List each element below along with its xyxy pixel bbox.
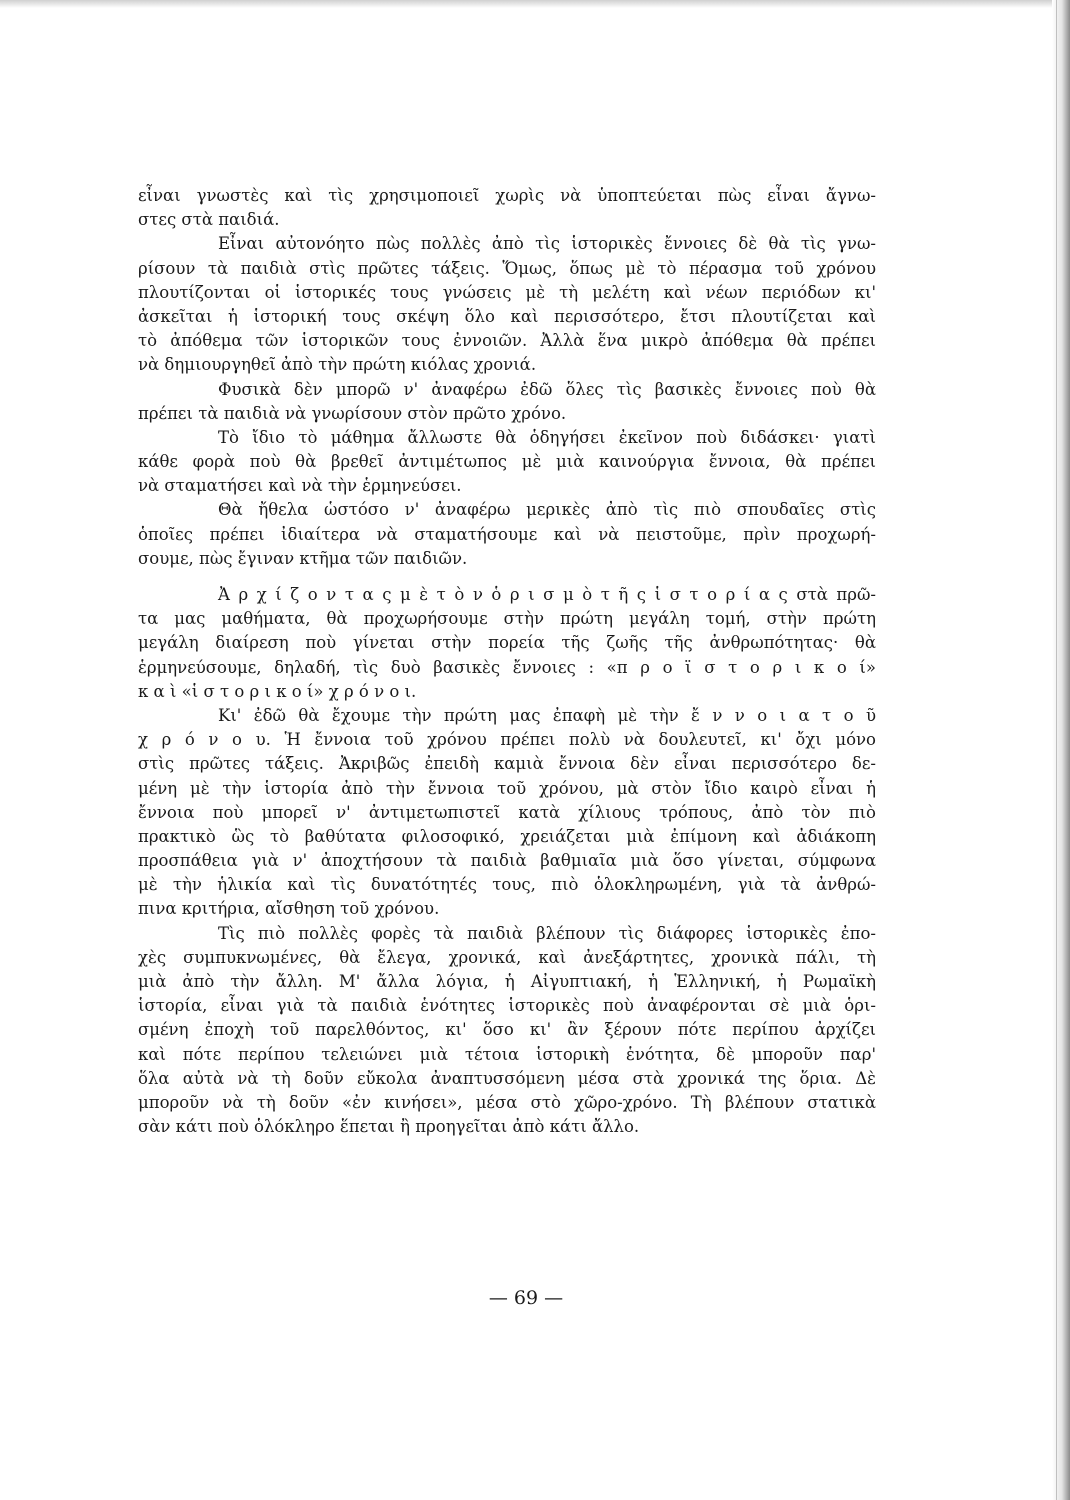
- text-line: πλουτίζονται οἱ ἱστορικές τους γνώσεις μὲ τὴ μελέτη καὶ νέων περιόδων κι': [138, 282, 876, 302]
- page-number: — 69 —: [488, 1287, 564, 1309]
- text-line: μεγάλη διαίρεση ποὺ γίνεται στὴν πορεία τῆς ζωῆς τῆς ἀνθρωπότητας· θὰ: [138, 633, 876, 653]
- text-line: τὸ ἀπόθεμα τῶν ἱστορικῶν τους ἐννοιῶν. Ἀλλὰ ἕνα μικρὸ ἀπόθεμα θὰ πρέπει: [138, 331, 876, 351]
- text-line: ὅλα αὐτὰ νὰ τὴ δοῦν εὔκολα ἀναπτυσσόμενη μέσα στὰ χρονικά της ὅρια. Δὲ: [138, 1068, 876, 1088]
- text-line: στες στὰ παιδιά.: [138, 210, 280, 230]
- text-line: ὁποῖες πρέπει ἰδιαίτερα νὰ σταματήσουμε καὶ νὰ πειστοῦμε, πρὶν προχωρή-: [138, 524, 876, 544]
- text-line: Τὶς πιὸ πολλὲς φορὲς τὰ παιδιὰ βλέπουν τὶς διάφορες ἱστορικὲς ἐπο-: [218, 923, 876, 943]
- text-line: νὰ δημιουργηθεῖ ἀπὸ τὴν πρώτη κιόλας χρονιά.: [138, 355, 537, 375]
- text-line: σουμε, πὼς ἔγιναν κτῆμα τῶν παιδιῶν.: [138, 548, 468, 568]
- text-line: προσπάθεια γιὰ ν' ἀποχτήσουν τὰ παιδιὰ βαθμιαῖα μιὰ ὅσο γίνεται, σύμφωνα: [138, 851, 876, 871]
- text-line: χὲς συμπυκνωμένες, θὰ ἔλεγα, χρονικά, καὶ ἀνεξάρτητες, χρονικὰ πάλι, τὴ: [138, 947, 876, 967]
- text-line: πινα κριτήρια, αἴσθηση τοῦ χρόνου.: [138, 899, 440, 919]
- text-line: σὰν κάτι ποὺ ὁλόκληρο ἕπεται ἢ προηγεῖται ἀπὸ κάτι ἄλλο.: [138, 1117, 640, 1137]
- text-line: μένη μὲ τὴν ἱστορία ἀπὸ τὴν ἔννοια τοῦ χρόνου, μὰ στὸν ἴδιο καιρὸ εἶναι ἡ: [138, 778, 876, 798]
- text-line: χ ρ ό ν ο υ. Ἡ ἔννοια τοῦ χρόνου πρέπει πολὺ νὰ δουλευτεῖ, κι' ὄχι μόνο: [138, 730, 876, 750]
- text-line: ἔννοια ποὺ μπορεῖ ν' ἀντιμετωπιστεῖ κατὰ χίλιους τρόπους, ἀπὸ τὸν πιὸ: [138, 802, 876, 822]
- text-line: Εἶναι αὐτονόητο πὼς πολλὲς ἀπὸ τὶς ἱστορικὲς ἔννοιες δὲ θὰ τὶς γνω-: [218, 234, 876, 254]
- text-line: εἶναι γνωστὲς καὶ τὶς χρησιμοποιεῖ χωρὶς νὰ ὑποπτεύεται πὼς εἶναι ἄγνω-: [138, 186, 876, 205]
- page-binding-edge: [1052, 0, 1070, 1500]
- text-line: πρέπει τὰ παιδιὰ νὰ γνωρίσουν στὸν πρῶτο χρόνο.: [138, 403, 567, 423]
- text-line: ἑρμηνεύσουμε, δηλαδή, τὶς δυὸ βασικὲς ἔννοιες : «π ρ ο ϊ σ τ ο ρ ι κ ο ί»: [138, 657, 876, 677]
- text-line: Ἀ ρ χ ί ζ ο ν τ α ς μ ὲ τ ὸ ν ὁ ρ ι σ μ ὸ τ ῆ ς ἱ σ τ ο ρ ί α ς στὰ πρῶ-: [218, 585, 876, 604]
- text-line: στὶς πρῶτες τάξεις. Ἀκριβῶς ἐπειδὴ καμιὰ ἔννοια δὲν εἶναι περισσότερο δε-: [138, 754, 876, 774]
- page-top-edge: [0, 0, 1070, 8]
- body-text: [138, 184, 876, 1139]
- text-line: μποροῦν νὰ τὴ δοῦν «ἐν κινήσει», μέσα στὸ χῶρο-χρόνο. Τὴ βλέπουν στατικὰ: [138, 1092, 876, 1112]
- text-line: καὶ πότε περίπου τελειώνει μιὰ τέτοια ἱστορικὴ ἑνότητα, δὲ μποροῦν παρ': [138, 1044, 876, 1064]
- text-line: Κι' ἐδῶ θὰ ἔχουμε τὴν πρώτη μας ἐπαφὴ μὲ τὴν ἔ ν ν ο ι α τ ο ῦ: [218, 705, 876, 725]
- text-line: νὰ σταματήσει καὶ νὰ τὴν ἑρμηνεύσει.: [138, 476, 462, 496]
- text-line: κ α ὶ «ἱ σ τ ο ρ ι κ ο ί» χ ρ ό ν ο ι.: [138, 681, 417, 701]
- text-line: Φυσικὰ δὲν μπορῶ ν' ἀναφέρω ἐδῶ ὅλες τὶς βασικὲς ἔννοιες ποὺ θὰ: [218, 379, 876, 399]
- text-line: Θὰ ἤθελα ὡστόσο ν' ἀναφέρω μερικὲς ἀπὸ τὶς πιὸ σπουδαῖες στὶς: [218, 500, 876, 520]
- text-line: ἱστορία, εἶναι γιὰ τὰ παιδιὰ ἑνότητες ἱστορικὲς ποὺ ἀναφέρονται σὲ μιὰ ὁρι-: [138, 996, 876, 1016]
- text-line: Τὸ ἴδιο τὸ μάθημα ἄλλωστε θὰ ὁδηγήσει ἐκεῖνον ποὺ διδάσκει· γιατὶ: [218, 427, 876, 447]
- text-line: μὲ τὴν ἡλικία καὶ τὶς δυνατότητές τους, πιὸ ὁλοκληρωμένη, γιὰ τὰ ἀνθρώ-: [138, 875, 876, 895]
- text-line: κάθε φορὰ ποὺ θὰ βρεθεῖ ἀντιμέτωπος μὲ μιὰ καινούργια ἔννοια, θὰ πρέπει: [138, 452, 876, 472]
- text-line: μιὰ ἀπὸ τὴν ἄλλη. Μ' ἄλλα λόγια, ἡ Αἰγυπτιακή, ἡ Ἑλληνική, ἡ Ρωμαϊκὴ: [138, 972, 876, 991]
- text-line: σμένη ἐποχὴ τοῦ παρελθόντος, κι' ὅσο κι' ἂν ξέρουν πότε περίπου ἀρχίζει: [138, 1020, 876, 1040]
- text-line: πρακτικὸ ὣς τὸ βαθύτατα φιλοσοφικό, χρειάζεται μιὰ ἐπίμονη καὶ ἀδιάκοπη: [138, 826, 876, 846]
- text-line: τα μας μαθήματα, θὰ προχωρήσουμε στὴν πρώτη μεγάλη τομή, στὴν πρώτη: [138, 609, 876, 629]
- text-line: ἀσκεῖται ἡ ἱστορική τους σκέψη ὅλο καὶ περισσότερο, ἔτσι πλουτίζεται καὶ: [138, 306, 876, 326]
- text-line: ρίσουν τὰ παιδιὰ στὶς πρῶτες τάξεις. Ὅμως, ὅπως μὲ τὸ πέρασμα τοῦ χρόνου: [138, 258, 876, 278]
